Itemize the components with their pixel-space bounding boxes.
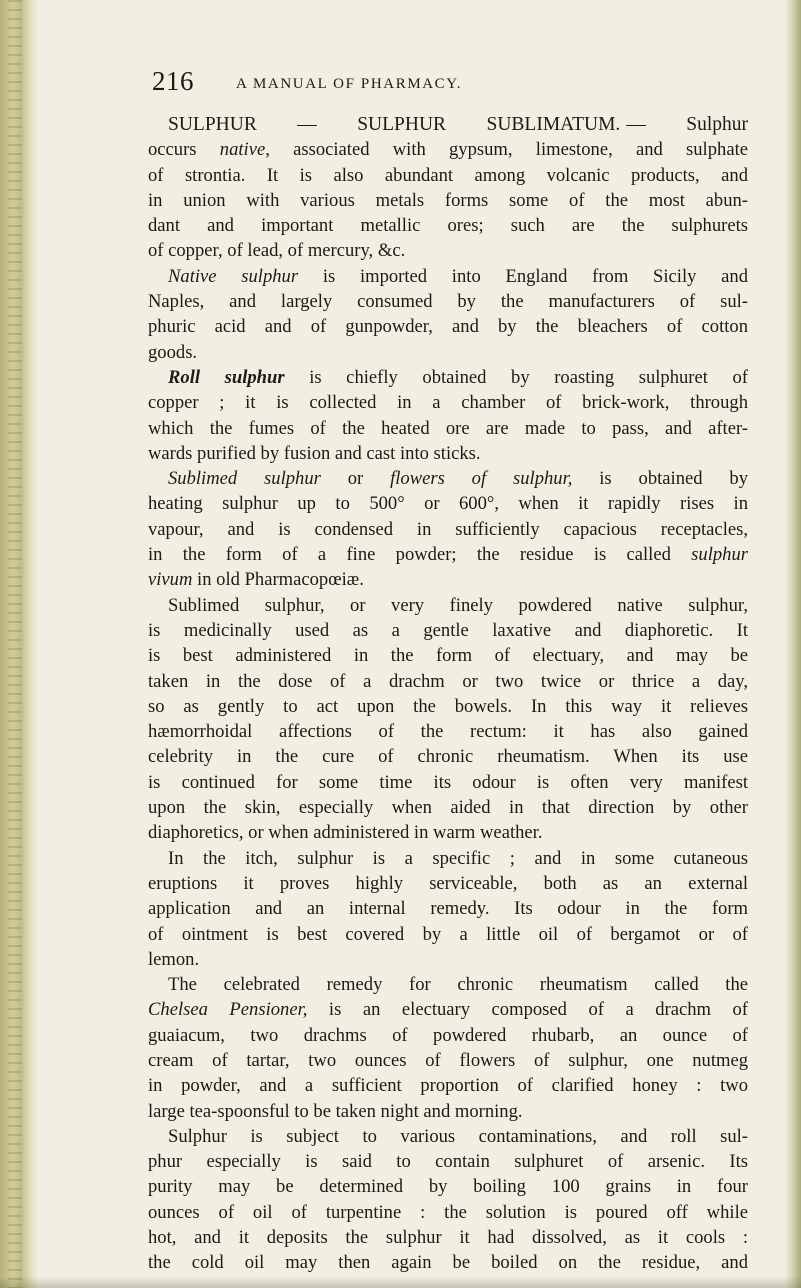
text-line: Naples, and largely consumed by the manufacturers of sul- [148, 291, 748, 313]
text-line: purity may be determined by boiling 100 grains in four [148, 1176, 748, 1198]
text-line: in the form of a fine powder; the residue is called sulphur [148, 544, 748, 566]
text-line: the cold oil may then again be boiled on the residue, and [148, 1252, 748, 1274]
text-line: Sublimed sulphur, or very finely powdered native sulphur, [168, 594, 748, 616]
text-line: vapour, and is condensed in sufficiently capacious receptacles, [148, 518, 748, 540]
text-line: is medicinally used as a gentle laxative and diaphoretic. It [148, 619, 748, 641]
text-line: of ointment is best covered by a little oil of bergamot or of [148, 923, 748, 945]
text-line: guaiacum, two drachms of powdered rhubarb, an ounce of [148, 1024, 748, 1046]
text-line: wards purified by fusion and cast into sticks. [148, 442, 481, 464]
text-line: Chelsea Pensioner, is an electuary composed of a drachm of [148, 999, 748, 1021]
section-heading: SULPHUR — SULPHUR SUBLIMATUM. [168, 114, 621, 135]
text-line: cream of tartar, two ounces of flowers of sulphur, one nutmeg [148, 1049, 748, 1071]
text-line: ounces of oil of turpentine : the solution is poured off while [148, 1201, 748, 1223]
text-line: in powder, and a sufficient proportion of clarified honey : two [148, 1075, 748, 1097]
text-line: lemon. [148, 948, 200, 970]
text-line: which the fumes of the heated ore are made to pass, and after- [148, 417, 748, 439]
text-line: copper ; it is collected in a chamber of brick-work, through [148, 392, 748, 414]
text-line: of strontia. It is also abundant among volcanic products, and [148, 164, 748, 186]
text-line: The celebrated remedy for chronic rheumatism called the [168, 974, 748, 996]
text-line: in union with various metals forms some of the most abun- [148, 189, 748, 211]
page-number: 216 [152, 66, 194, 96]
section-heading-line: SULPHUR — SULPHUR SUBLIMATUM. — Sulphur [168, 114, 748, 135]
text-line: is continued for some time its odour is often very manifest [148, 771, 748, 793]
text-line: Native sulphur is imported into England from Sicily and [168, 265, 748, 287]
book-binding-edge [0, 0, 38, 1288]
page-right-edge [785, 0, 801, 1288]
text-line: so as gently to act upon the bowels. In this way it relieves [148, 695, 748, 717]
text-line: Roll sulphur is chiefly obtained by roasting sulphuret of [168, 366, 748, 388]
text-line: Sublimed sulphur or flowers of sulphur, is obtained by [168, 468, 748, 490]
text-line: goods. [148, 341, 198, 363]
text-line: In the itch, sulphur is a specific ; and in some cutaneous [168, 847, 748, 869]
text-line: application and an internal remedy. Its odour in the form [148, 898, 748, 920]
text-line: diaphoretics, or when administered in warm weather. [148, 822, 543, 844]
running-head: A MANUAL OF PHARMACY. [236, 76, 463, 92]
text-line: celebrity in the cure of chronic rheumatism. When its use [148, 746, 748, 768]
text-line: phur especially is said to contain sulphuret of arsenic. Its [148, 1151, 748, 1173]
text-line: upon the skin, especially when aided in that direction by other [148, 797, 748, 819]
text-line: hot, and it deposits the sulphur it had dissolved, as it cools : [148, 1227, 748, 1249]
text-line: occurs native, associated with gypsum, limestone, and sulphate [148, 139, 748, 161]
page-bottom-shadow [0, 1276, 801, 1288]
text-line: taken in the dose of a drachm or two twice or thrice a day, [148, 670, 748, 692]
text-line: dant and important metallic ores; such are the sulphurets [148, 215, 748, 237]
page-header [0, 66, 801, 102]
text-line: of copper, of lead, of mercury, &c. [148, 240, 406, 262]
text-line: Sulphur is subject to various contaminations, and roll sul- [168, 1125, 748, 1147]
text-line: hæmorrhoidal affections of the rectum: it has also gained [148, 721, 748, 743]
text-line: is best administered in the form of electuary, and may be [148, 645, 748, 667]
text-line: vivum in old Pharmacopœiæ. [148, 569, 364, 591]
text-line: eruptions it proves highly serviceable, both as an external [148, 872, 748, 894]
text-line: phuric acid and of gunpowder, and by the bleachers of cotton [148, 316, 748, 338]
body-text [148, 112, 748, 1276]
text-line: heating sulphur up to 500° or 600°, when it rapidly rises in [148, 493, 748, 515]
text-line: large tea-spoonsful to be taken night and morning. [148, 1100, 523, 1122]
